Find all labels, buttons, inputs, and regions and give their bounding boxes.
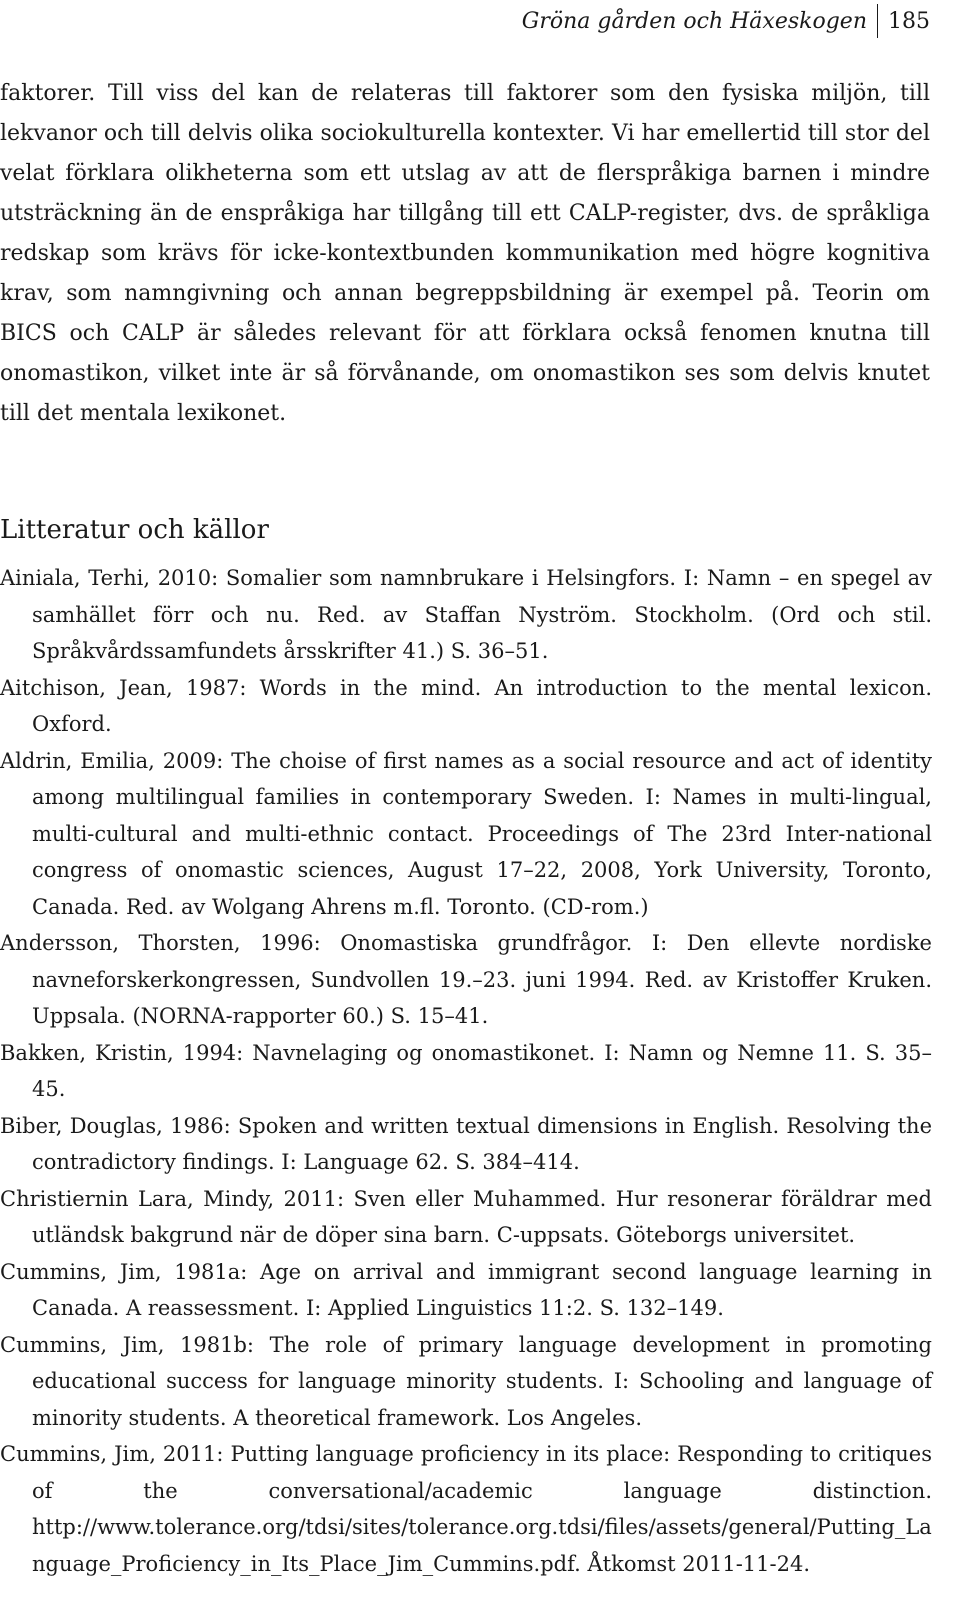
reference-item: Andersson, Thorsten, 1996: Onomastiska grundfrågor. I: Den ellevte nordiske navneforskerkongressen, Sundvollen 19.–23. juni 1994. Red. av Kristoffer Kruken. Uppsala. (NORNA-rapporter 60.) S. 15–41.: [0, 931, 932, 1028]
reference-item: Aldrin, Emilia, 2009: The choise of first names as a social resource and act of identity among multilingual families in contemporary Sweden. I: Names in multi-lingual, multi-cultural and multi-ethnic contact. Proceedings of The 23rd Inter-national congress of onomastic sciences, August 17–22, 2008, York University, Toronto, Canada. Red. av Wolgang Ahrens m.fl. Toronto. (CD-rom.): [0, 748, 932, 919]
reference-item: Ainiala, Terhi, 2010: Somalier som namnbrukare i Helsingfors. I: Namn – en spegel av samhället förr och nu. Red. av Staffan Nyström. Stockholm. (Ord och stil. Språkvårdssamfundets årsskrifter 41.) S. 36–51.: [0, 566, 932, 663]
running-header: [522, 4, 930, 38]
reference-item: Cummins, Jim, 1981b: The role of primary language development in promoting educational success for language minority students. I: Schooling and language of minority students. A theoretical framework. Los Angeles.: [0, 1332, 932, 1430]
body-paragraph: faktorer. Till viss del kan de relateras till faktorer som den fysiska miljön, till lekvanor och till delvis olika sociokulturella kontexter. Vi har emellertid till stor del velat förklara olikheterna som ett utslag av att de flerspråkiga barnen i mindre utsträckning än de enspråkiga har tillgång till ett CALP-register, dvs. de språkliga redskap som krävs för icke-kontextbunden kommunikation med högre kognitiva krav, som namngivning och annan begreppsbildning är exempel på. Teorin om BICS och CALP är således relevant för att förklara också fenomen knutna till onomastikon, vilket inte är så förvånande, om onomastikon ses som delvis knutet till det mentala lexikonet.: [0, 81, 930, 426]
reference-item: Cummins, Jim, 1981a: Age on arrival and immigrant second language learning in Canada. A reassessment. I: Applied Linguistics 11:2. S. 132–149.: [0, 1259, 932, 1320]
running-title: Gröna gården och Häxeskogen: [521, 8, 867, 34]
reference-item: Christiernin Lara, Mindy, 2011: Sven eller Muhammed. Hur resonerar föräldrar med utländsk bakgrund när de döper sina barn. C-uppsats. Göteborgs universitet.: [0, 1186, 932, 1247]
reference-item: Biber, Douglas, 1986: Spoken and written textual dimensions in English. Resolving the contradictory findings. I: Language 62. S. 384–414.: [0, 1113, 932, 1174]
reference-item: Aitchison, Jean, 1987: Words in the mind. An introduction to the mental lexicon. Oxford.: [0, 675, 932, 736]
reference-list: [0, 560, 932, 1582]
header-divider: [877, 4, 878, 38]
reference-item: Cummins, Jim, 2011: Putting language proficiency in its place: Responding to critiques of the conversational/academic language distinction. http://www.tolerance.org/tdsi/sites/tolerance.org.tdsi/files/assets/general/Putting_Language_Proficiency_in_Its_Place_Jim_Cummins.pdf. Åtkomst 2011-11-24.: [0, 1442, 932, 1576]
references-heading: Litteratur och källor: [0, 515, 269, 545]
reference-item: Bakken, Kristin, 1994: Navnelaging og onomastikonet. I: Namn og Nemne 11. S. 35–45.: [0, 1040, 932, 1101]
page-number: 185: [888, 8, 930, 34]
